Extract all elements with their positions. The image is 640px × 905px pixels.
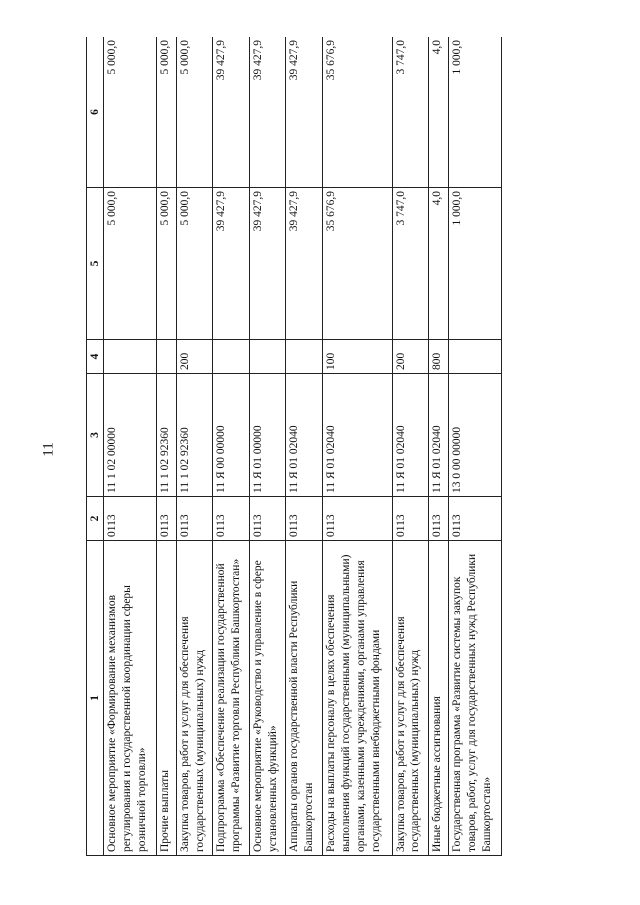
budget-table (86, 37, 502, 856)
target-article-cell: 11 Я 00 00000 (213, 374, 249, 497)
amount-cell: 5 000,0 (176, 37, 212, 188)
section-code-cell: 0113 (392, 497, 428, 541)
column-header: 1 (87, 541, 104, 856)
section-code-cell: 0113 (448, 497, 501, 541)
expense-type-cell (286, 340, 322, 374)
expense-type-cell (157, 340, 177, 374)
amount-cell: 5 000,0 (104, 188, 157, 340)
amount-cell: 35 676,9 (322, 37, 392, 188)
amount-cell: 1 000,0 (448, 37, 501, 188)
expense-type-cell: 200 (176, 340, 212, 374)
amount-cell: 39 427,9 (249, 37, 285, 188)
section-code-cell: 0113 (322, 497, 392, 541)
row-name-cell: Иные бюджетные ассигнования (429, 541, 449, 856)
table-row (322, 37, 392, 856)
row-name-cell: Основное мероприятие «Руководство и управление в сфере установленных функций» (249, 541, 285, 856)
amount-cell: 4,0 (429, 188, 449, 340)
target-article-cell: 11 1 02 92360 (176, 374, 212, 497)
expense-type-cell (213, 340, 249, 374)
table-row (448, 37, 501, 856)
target-article-cell: 11 Я 01 02040 (429, 374, 449, 497)
amount-cell: 35 676,9 (322, 188, 392, 340)
section-code-cell: 0113 (104, 497, 157, 541)
amount-cell: 39 427,9 (286, 37, 322, 188)
expense-type-cell: 100 (322, 340, 392, 374)
amount-cell: 39 427,9 (213, 37, 249, 188)
row-name-cell: Расходы на выплаты персоналу в целях обеспечения выполнения функций государственными (муниципальными) органами, казенными учреждениями, органами управления государственными внебюджетными фондами (322, 541, 392, 856)
section-code-cell: 0113 (176, 497, 212, 541)
column-header: 4 (87, 340, 104, 374)
target-article-cell: 13 0 00 00000 (448, 374, 501, 497)
table-row (429, 37, 449, 856)
expense-type-cell: 200 (392, 340, 428, 374)
row-name-cell: Подпрограмма «Обеспечение реализации государственной программы «Развитие торговли Республики Башкортостан» (213, 541, 249, 856)
row-name-cell: Прочие выплаты (157, 541, 177, 856)
expense-type-cell: 800 (429, 340, 449, 374)
document-table-container (86, 37, 502, 856)
table-row (176, 37, 212, 856)
table-row (104, 37, 157, 856)
table-row (249, 37, 285, 856)
row-name-cell: Аппараты органов государственной власти Республики Башкортостан (286, 541, 322, 856)
amount-cell: 39 427,9 (213, 188, 249, 340)
amount-cell: 5 000,0 (157, 37, 177, 188)
table-row (392, 37, 428, 856)
amount-cell: 3 747,0 (392, 188, 428, 340)
target-article-cell: 11 1 02 00000 (104, 374, 157, 497)
amount-cell: 5 000,0 (157, 188, 177, 340)
row-name-cell: Закупка товаров, работ и услуг для обеспечения государственных (муниципальных) нужд (392, 541, 428, 856)
section-code-cell: 0113 (286, 497, 322, 541)
table-row (157, 37, 177, 856)
expense-type-cell (448, 340, 501, 374)
column-header: 6 (87, 37, 104, 188)
expense-type-cell (104, 340, 157, 374)
target-article-cell: 11 Я 01 02040 (286, 374, 322, 497)
amount-cell: 5 000,0 (104, 37, 157, 188)
amount-cell: 39 427,9 (286, 188, 322, 340)
amount-cell: 4,0 (429, 37, 449, 188)
target-article-cell: 11 1 02 92360 (157, 374, 177, 497)
column-header: 5 (87, 188, 104, 340)
expense-type-cell (249, 340, 285, 374)
row-name-cell: Закупка товаров, работ и услуг для обеспечения государственных (муниципальных) нужд (176, 541, 212, 856)
target-article-cell: 11 Я 01 02040 (392, 374, 428, 497)
amount-cell: 1 000,0 (448, 188, 501, 340)
column-header: 3 (87, 374, 104, 497)
table-row (286, 37, 322, 856)
amount-cell: 39 427,9 (249, 188, 285, 340)
section-code-cell: 0113 (157, 497, 177, 541)
section-code-cell: 0113 (249, 497, 285, 541)
table-row (213, 37, 249, 856)
page-number: 11 (40, 442, 57, 457)
column-header: 2 (87, 497, 104, 541)
amount-cell: 3 747,0 (392, 37, 428, 188)
rotated-page-content (86, 37, 502, 856)
amount-cell: 5 000,0 (176, 188, 212, 340)
section-code-cell: 0113 (213, 497, 249, 541)
target-article-cell: 11 Я 01 00000 (249, 374, 285, 497)
table-header-row (87, 37, 104, 856)
row-name-cell: Основное мероприятие «Формирование механизмов регулирования и государственной координации сферы розничной торговли» (104, 541, 157, 856)
row-name-cell: Государственная программа «Развитие системы закупок товаров, работ, услуг для государственных нужд Республики Башкортостан» (448, 541, 501, 856)
section-code-cell: 0113 (429, 497, 449, 541)
target-article-cell: 11 Я 01 02040 (322, 374, 392, 497)
